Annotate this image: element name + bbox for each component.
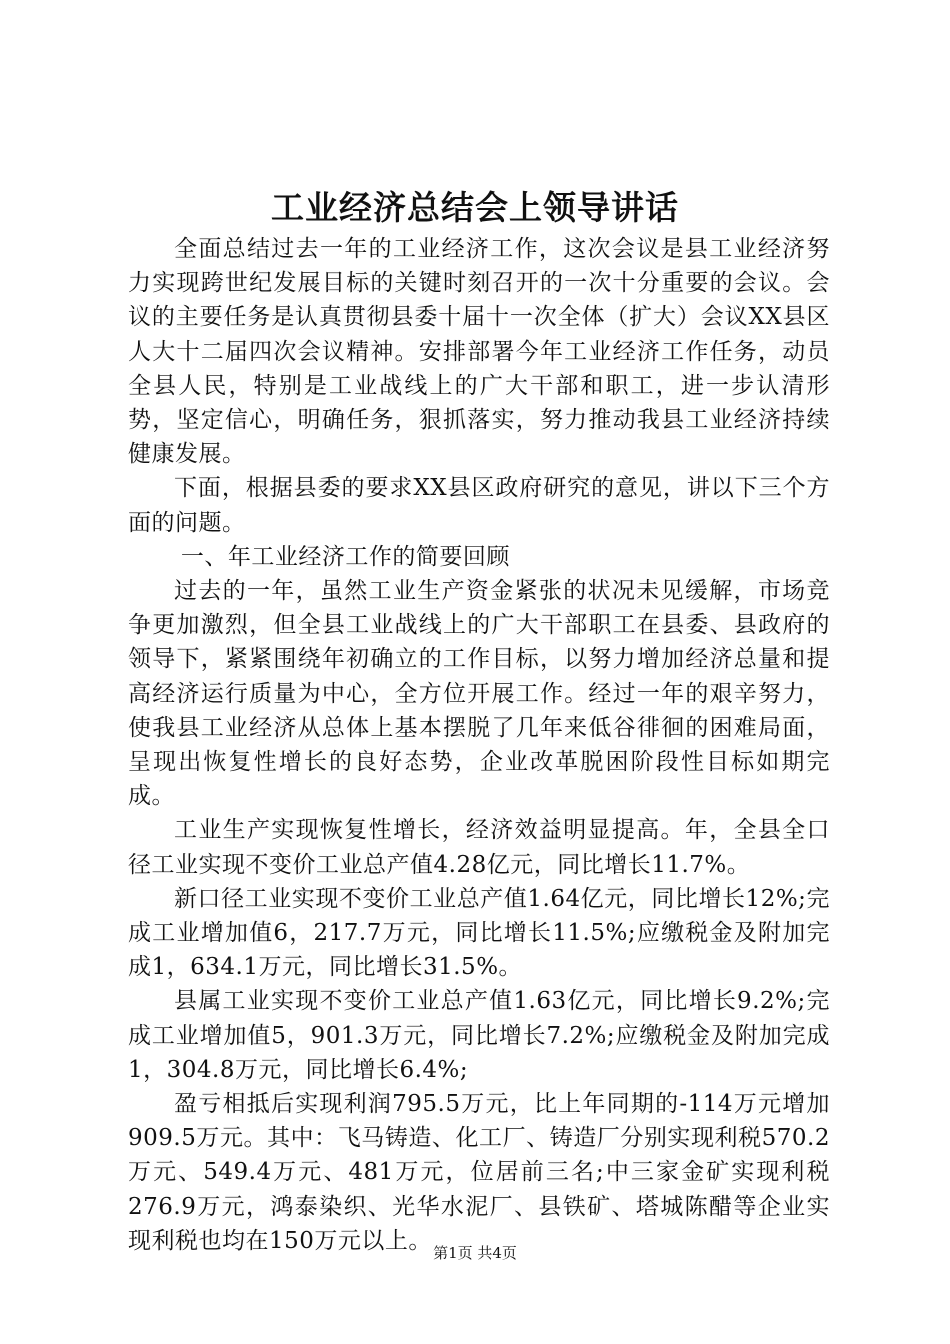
paragraph-profit: 盈亏相抵后实现利润795.5万元，比上年同期的-114万元增加909.5万元。其中：飞马铸造、化工厂、铸造厂分别实现利税570.2万元、549.4万元、481万元，位居前三名;中三家金矿实现利税276.9万元，鸿泰染织、光华水泥厂、县铁矿、塔城陈醋等企业实现利税也均在150万元以上。 <box>128 1091 830 1254</box>
document-body <box>128 232 830 1258</box>
page-total: 共4页 <box>477 1244 517 1262</box>
paragraph-growth: 工业生产实现恢复性增长，经济效益明显提高。年，全县全口径工业实现不变价工业总产值4.28亿元，同比增长11.7%。 <box>128 817 830 878</box>
page-number: 第1页 <box>433 1244 473 1262</box>
page-footer <box>0 1242 950 1264</box>
paragraph-county-industry: 县属工业实现不变价工业总产值1.63亿元，同比增长9.2%;完成工业增加值5，901.3万元，同比增长7.2%;应缴税金及附加完成1，304.8万元，同比增长6.4%; <box>128 988 830 1083</box>
section-heading-review: 一、年工业经济工作的简要回顾 <box>180 543 510 570</box>
paragraph-review: 过去的一年，虽然工业生产资金紧张的状况未见缓解，市场竞争更加激烈，但全县工业战线上的广大干部职工在县委、县政府的领导下，紧紧围绕年初确立的工作目标，以努力增加经济总量和提高经济运行质量为中心，全方位开展工作。经过一年的艰辛努力，使我县工业经济从总体上基本摆脱了几年来低谷徘徊的困难局面，呈现出恢复性增长的良好态势，企业改革脱困阶段性目标如期完成。 <box>128 578 830 810</box>
paragraph-intro: 全面总结过去一年的工业经济工作，这次会议是县工业经济努力实现跨世纪发展目标的关键时刻召开的一次十分重要的会议。会议的主要任务是认真贯彻县委十届十一次全体（扩大）会议XX县区人大十二届四次会议精神。安排部署今年工业经济工作任务，动员全县人民，特别是工业战线上的广大干部和职工，进一步认清形势，坚定信心，明确任务，狠抓落实，努力推动我县工业经济持续健康发展。 <box>128 236 830 468</box>
document-title: 工业经济总结会上领导讲话 <box>271 188 679 227</box>
paragraph-new-caliber: 新口径工业实现不变价工业总产值1.64亿元，同比增长12%;完成工业增加值6，217.7万元，同比增长11.5%;应缴税金及附加完成1，634.1万元，同比增长31.5%。 <box>128 885 830 981</box>
paragraph-outline: 下面，根据县委的要求XX县区政府研究的意见，讲以下三个方面的问题。 <box>128 475 830 536</box>
